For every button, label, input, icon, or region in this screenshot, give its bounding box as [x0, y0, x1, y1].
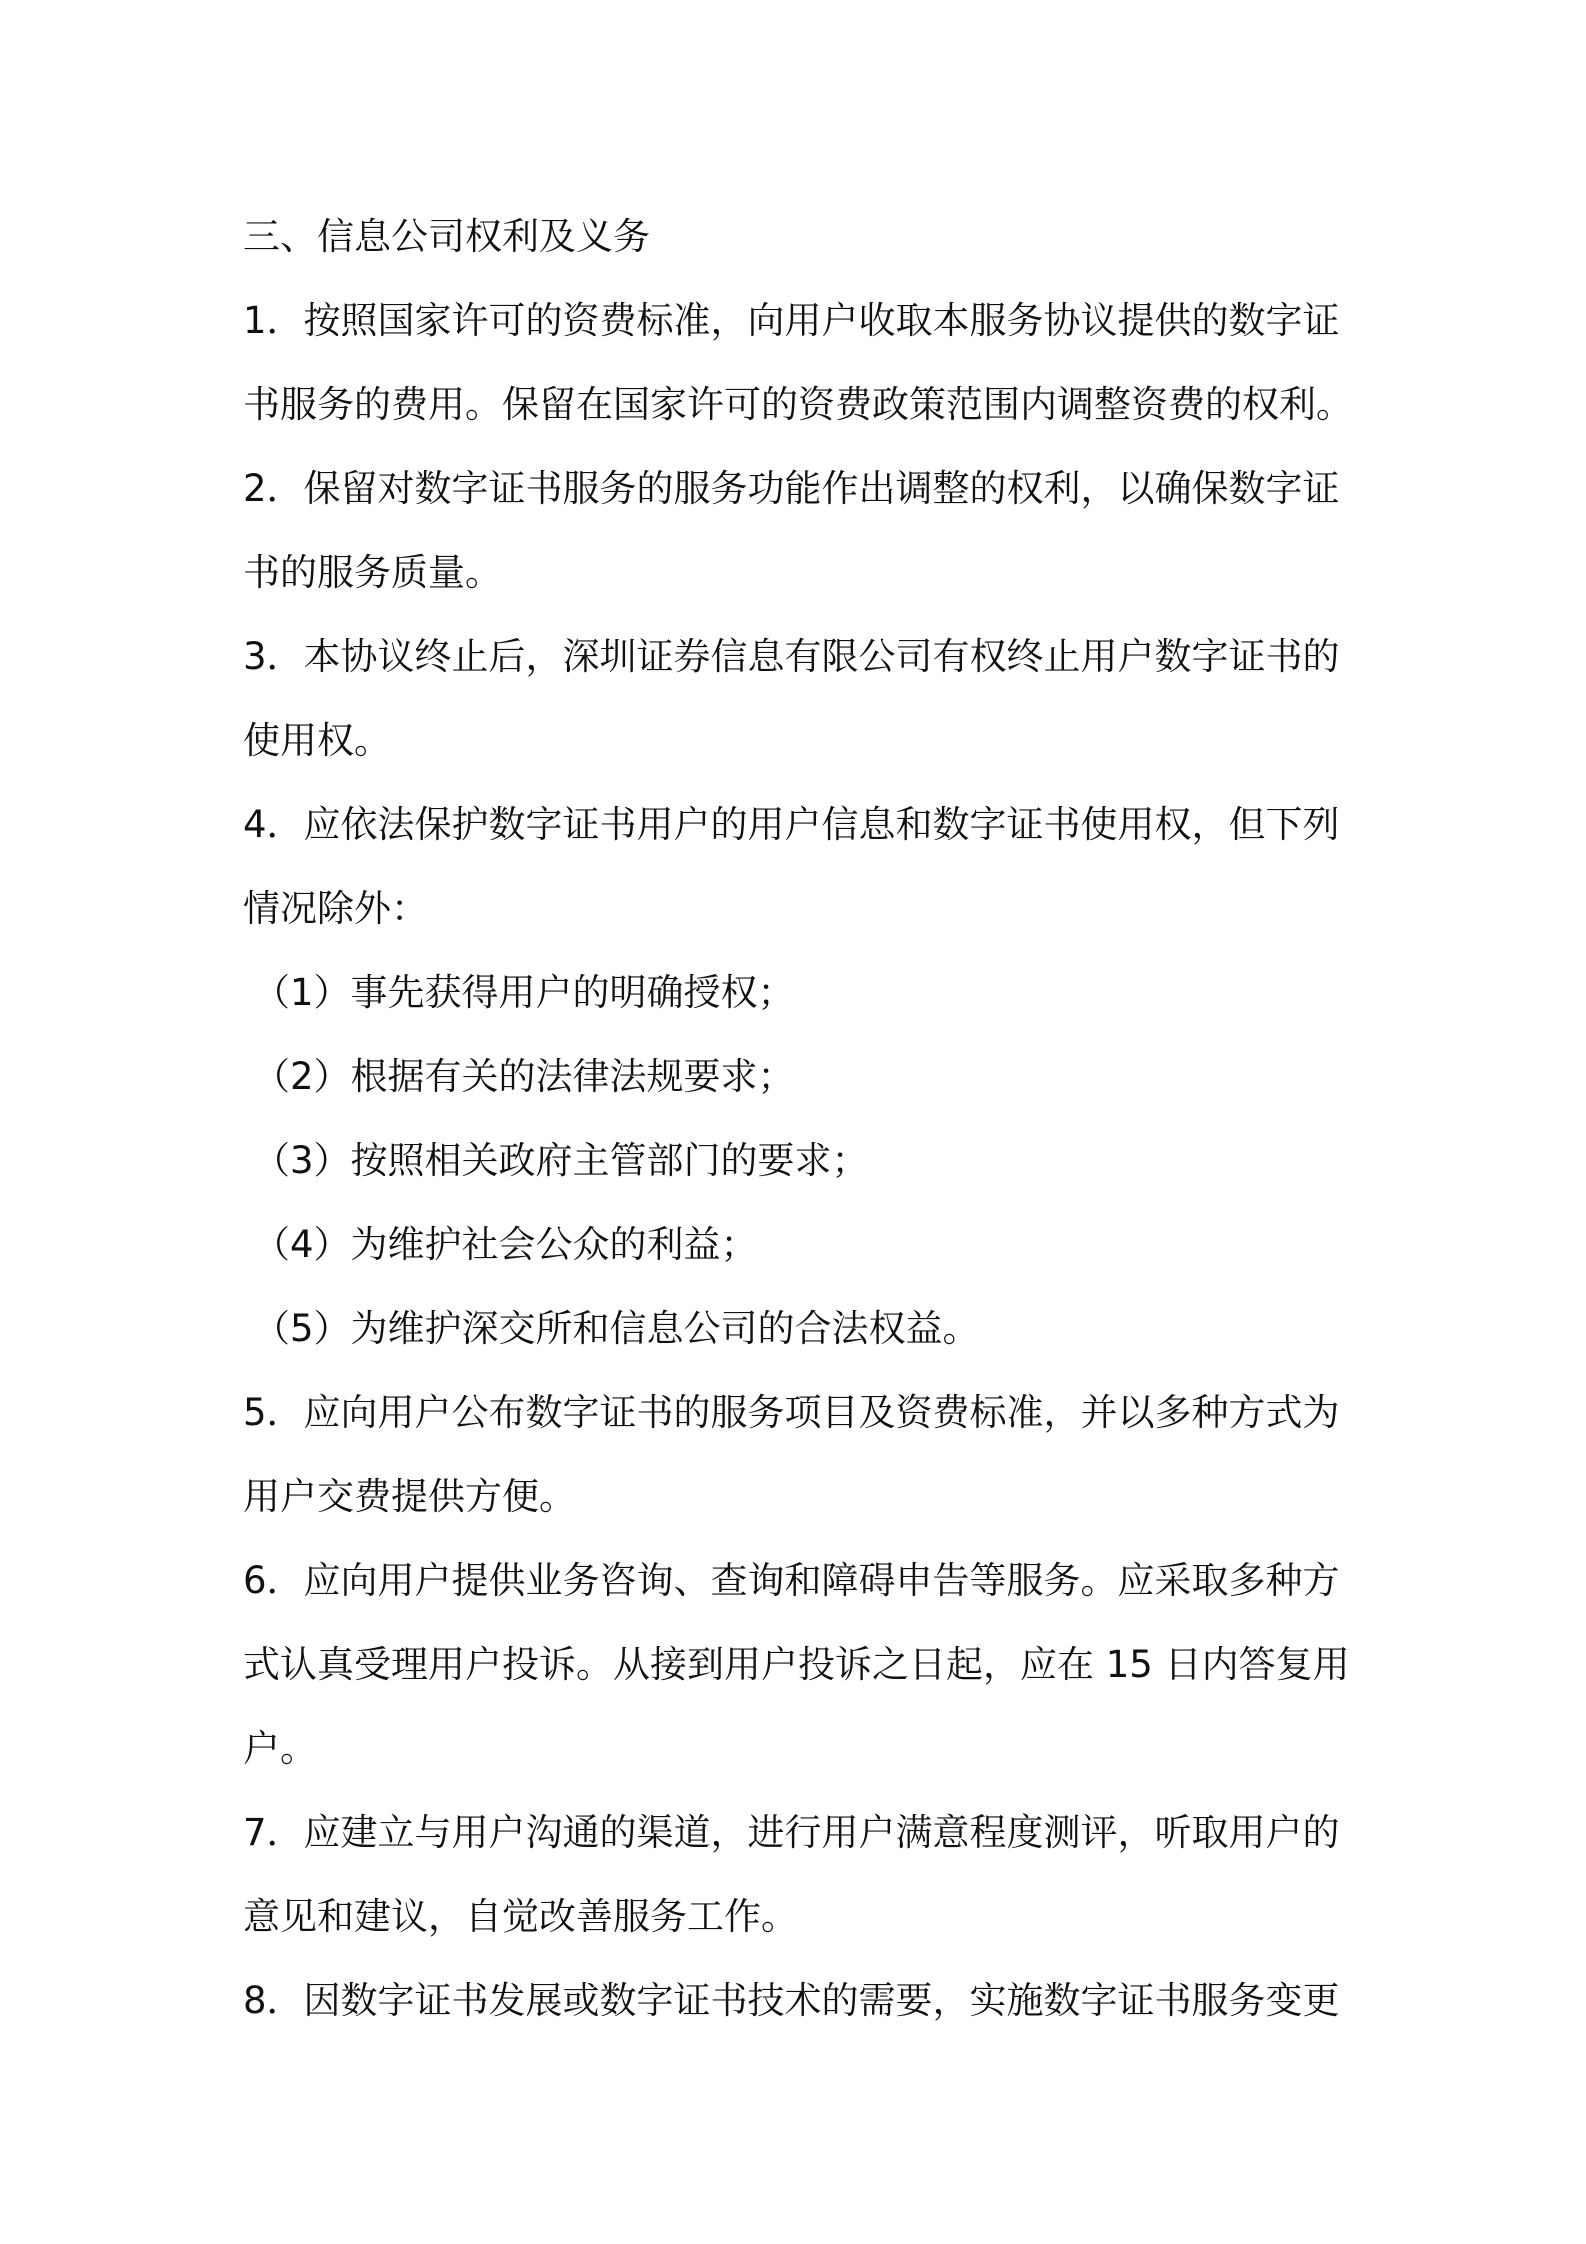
clause-5-line-2: 用户交费提供方便。 — [243, 1475, 576, 1518]
clause-3-line-2: 使用权。 — [243, 719, 391, 762]
clause-6-line-1: 6．应向用户提供业务咨询、查询和障碍申告等服务。应采取多种方 — [243, 1559, 1340, 1602]
clause-2-line-2: 书的服务质量。 — [243, 551, 502, 594]
clause-4-item-3: （3）按照相关政府主管部门的要求； — [253, 1139, 869, 1182]
clause-1-line-2: 书服务的费用。保留在国家许可的资费政策范围内调整资费的权利。 — [243, 383, 1353, 426]
clause-2-line-1: 2．保留对数字证书服务的服务功能作出调整的权利，以确保数字证 — [243, 467, 1340, 510]
clause-4-item-2: （2）根据有关的法律法规要求； — [253, 1055, 795, 1098]
clause-7-line-2: 意见和建议，自觉改善服务工作。 — [243, 1895, 798, 1938]
clause-4-line-1: 4．应依法保护数字证书用户的用户信息和数字证书使用权，但下列 — [243, 803, 1340, 846]
clause-4-item-4: （4）为维护社会公众的利益； — [253, 1223, 758, 1266]
clause-4-item-5: （5）为维护深交所和信息公司的合法权益。 — [253, 1307, 980, 1350]
clause-4-item-1: （1）事先获得用户的明确授权； — [253, 971, 795, 1014]
clause-4-line-2: 情况除外： — [243, 887, 428, 930]
clause-8-line-1: 8．因数字证书发展或数字证书技术的需要，实施数字证书服务变更 — [243, 1979, 1340, 2022]
clause-7-line-1: 7．应建立与用户沟通的渠道，进行用户满意程度测评，听取用户的 — [243, 1811, 1340, 1854]
clause-6-line-3: 户。 — [243, 1727, 317, 1770]
clause-1-line-1: 1．按照国家许可的资费标准，向用户收取本服务协议提供的数字证 — [243, 299, 1340, 342]
clause-6-line-2: 式认真受理用户投诉。从接到用户投诉之日起，应在 15 日内答复用 — [243, 1643, 1350, 1686]
document-body — [243, 195, 1353, 2043]
clause-3-line-1: 3．本协议终止后，深圳证券信息有限公司有权终止用户数字证书的 — [243, 635, 1340, 678]
clause-5-line-1: 5．应向用户公布数字证书的服务项目及资费标准，并以多种方式为 — [243, 1391, 1340, 1434]
section-heading: 三、信息公司权利及义务 — [243, 215, 650, 258]
